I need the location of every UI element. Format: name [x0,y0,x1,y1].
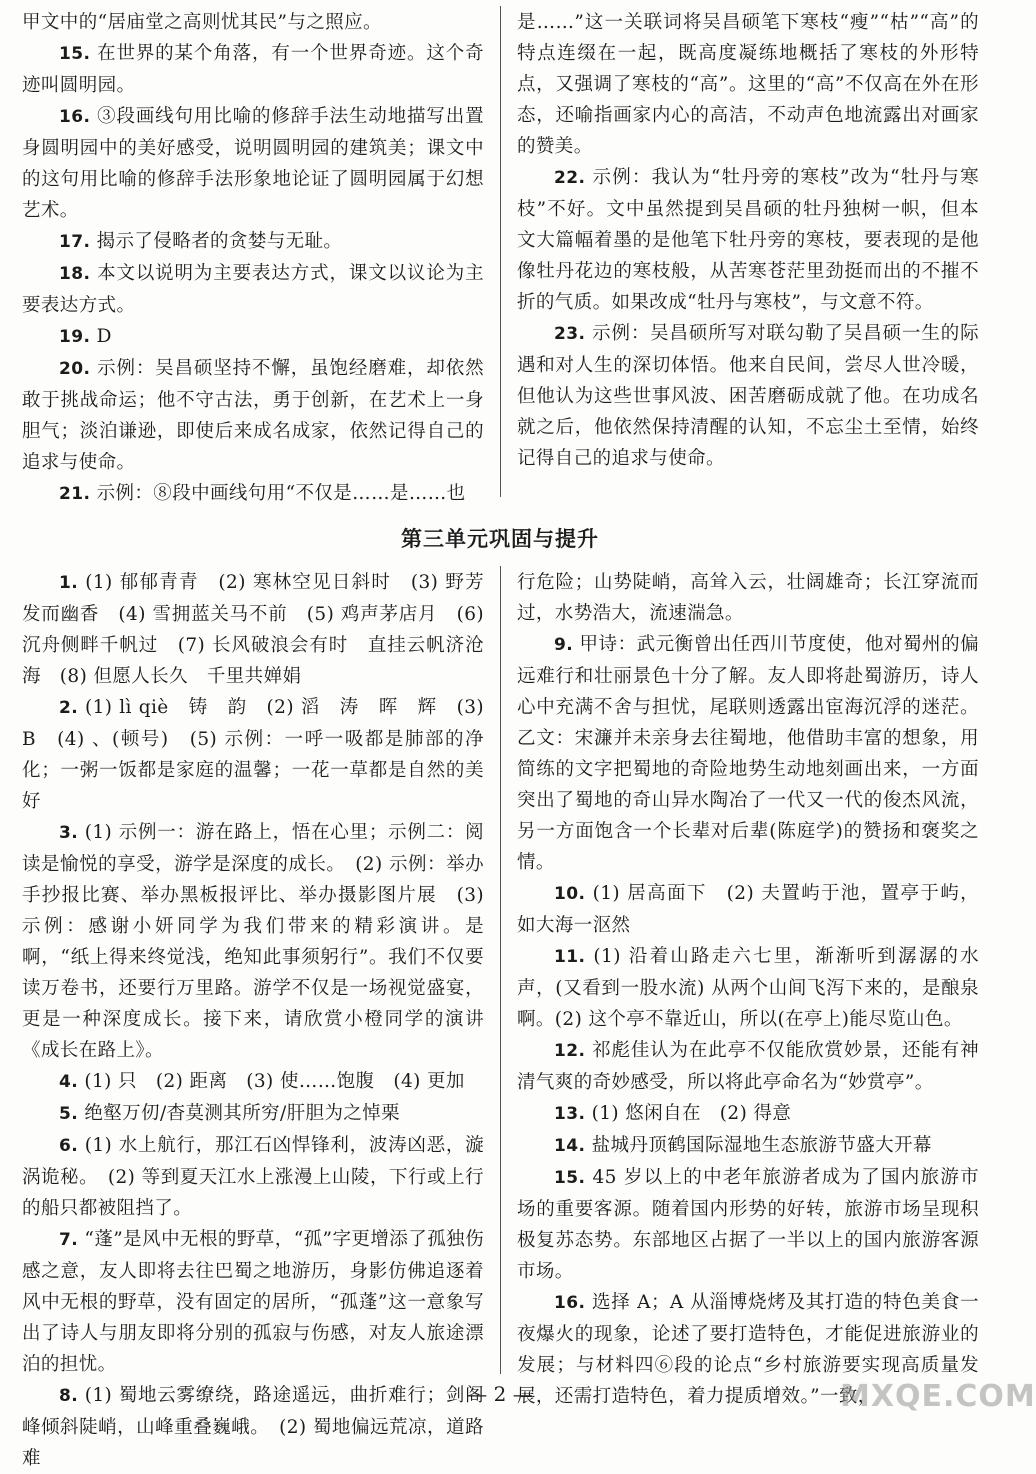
answer-number: 11. [554,947,586,967]
answer-number: 20. [59,359,91,379]
answer-item [517,1098,979,1130]
answer-item [22,692,484,817]
answer-number: 8. [59,1386,79,1406]
answer-number: 15. [59,44,91,64]
answer-text: 示例：我认为“牡丹旁的寒枝”改为“牡丹与寒枝”不好。文中虽然提到吴昌硕的牡丹独树一帜，但本文大篇幅着墨的是他笔下牡丹旁的寒枝，要表现的是他像牡丹花边的寒枝般，从苦寒苍茫里劲挺而出的不摧不折的气质。如果改成“牡丹与寒枝”，与文意不符。 [517,167,979,313]
column-divider-bottom [500,566,501,1374]
answer-number: 7. [59,1230,79,1250]
answer-text: 甲文中的“居庙堂之高则忧其民”与之照应。 [22,12,382,33]
top-right-column [517,7,979,474]
answer-item [22,1066,484,1098]
answer-text: 45 岁以上的中老年旅游者成为了国内旅游市场的重要客源。随着国内形势的好转，旅游市场呈现积极复苏态势。东部地区占据了一半以上的国内旅游客源市场。 [517,1167,979,1282]
answer-item [22,321,484,353]
answer-text: D [96,326,112,347]
answer-number: 17. [59,232,91,252]
answer-text: 示例：吴昌硕所写对联勾勒了吴昌硕一生的际遇和对人生的深切体悟。他来自民间，尝尽人世冷暖，但他认为这些世事风波、困苦磨砺成就了他。在功成名就之后，他依然保持清醒的认知，不忘尘土至情，始终记得自己的追求与使命。 [517,323,979,469]
answer-number: 1. [59,573,79,593]
answer-number: 3. [59,823,79,843]
page-number: — 2 — [467,1382,533,1406]
answer-text: (1) 示例一：游在路上，悟在心里；示例二：阅读是愉悦的享受，游学是深度的成长。 (2) 示例：举办手抄报比赛、举办黑板报评比、举办摄影图片展 (3) 示例：感谢小妍同学为我们带来的精彩演讲。是啊，“纸上得来终觉浅，绝知此事须躬行”。我们不仅要读万卷书，还要行万里路。游学不仅是一场视觉盛宴，更是一种深度成长。接下来，请欣赏小橙同学的演讲《成长在路上》。 [22,822,484,1061]
answer-number: 19. [59,327,91,347]
answer-number: 16. [554,1293,586,1313]
top-left-column [22,7,484,510]
answer-item [517,629,979,878]
answer-text: 在世界的某个角落，有一个世界奇迹。这个奇迹叫圆明园。 [22,43,484,96]
answer-item [517,941,979,1035]
bottom-right-column [517,567,979,1412]
answer-item [22,226,484,258]
answer-text: 本文以说明为主要表达方式，课文以议论为主要表达方式。 [22,263,484,316]
answer-number: 13. [554,1104,586,1124]
answer-text: 选择 A；A 从淄博烧烤及其打造的特色美食一夜爆火的现象，论述了要打造特色，才能促进旅游业的发展；与材料四⑥段的论点“乡村旅游要实现高质量发展，还需打造特色，着力提质增效。”一致， [517,1292,979,1407]
answer-item [517,318,979,474]
bottom-left-column [22,567,484,1474]
column-divider-top [500,6,501,497]
answer-number: 12. [554,1041,586,1061]
answer-item [517,1130,979,1162]
answer-number: 14. [554,1136,586,1156]
answer-text: (1) 居高面下 (2) 夫置屿于池，置亭于屿，如大海一沤然 [517,883,979,936]
answer-continuation [517,567,979,629]
answer-text: ③段画线句用比喻的修辞手法生动地描写出置身圆明园中的美好感受，说明圆明园的建筑美；课文中的这句用比喻的修辞手法形象地论证了圆明园属于幻想艺术。 [22,106,484,221]
answer-item [517,162,979,318]
answer-continuation [517,7,979,162]
answer-text: (1) 郁郁青青 (2) 寒林空见日斜时 (3) 野芳发而幽香 (4) 雪拥蓝关马不前 (5) 鸡声茅店月 (6) 沉舟侧畔千帆过 (7) 长风破浪会有时 直挂云帆济沧海 (8) 但愿人长久 千里共婵娟 [22,572,485,687]
answer-item [22,38,484,101]
answer-item [22,353,484,478]
answer-item [22,567,484,692]
answer-text: 行危险；山势陡峭，高耸入云，壮阔雄奇；长江穿流而过，水势浩大，流速湍急。 [517,572,979,624]
answer-text: 甲诗：武元衡曾出任西川节度使，他对蜀州的偏远难行和壮丽景色十分了解。友人即将赴蜀游历，诗人心中充满不舍与担忧，尾联则透露出宦海沉浮的迷茫。乙文：宋濂并未亲身去往蜀地，他借助丰富的想象，用简练的文字把蜀地的奇险地势生动地刻画出来，一方面突出了蜀地的奇山异水陶冶了一代又一代的俊杰风流，另一方面饱含一个长辈对后辈(陈庭学)的赞扬和褒奖之情。 [517,634,980,873]
answer-item [22,1130,484,1224]
watermark-logo: MXQE.COM [840,1379,1036,1414]
answer-item [22,1098,484,1130]
answer-item [22,817,484,1066]
answer-number: 2. [59,698,79,718]
answer-item [517,1035,979,1098]
answer-number: 21. [59,484,91,504]
answer-text: 示例：⑧段中画线句用“不仅是……是……也 [96,483,466,504]
answer-number: 23. [554,324,586,344]
answer-text: 揭示了侵略者的贪婪与无耻。 [96,231,343,252]
answer-text: 绝壑万仞/杳莫测其所穷/肝胆为之悼栗 [84,1103,401,1124]
answer-text: “蓬”是风中无根的野草，“孤”字更增添了孤独伤感之意，友人即将去往巴蜀之地游历，身影仿佛追逐着风中无根的野草，没有固定的居所，“孤蓬”这一意象写出了诗人与朋友即将分别的孤寂与伤感，对友人旅途漂泊的担忧。 [22,1229,484,1375]
answer-item [22,1224,484,1380]
answer-item [22,478,484,510]
answer-text: (1) 只 (2) 距离 (3) 使……饱腹 (4) 更加 [84,1071,465,1092]
answer-text: (1) 蜀地云雾缭绕，路途遥远，曲折难行；剑阁峰倾斜陡峭，山峰重叠巍峨。 (2) 蜀地偏远荒凉，道路难 [22,1385,484,1469]
answer-number: 18. [59,264,91,284]
answer-text: 祁彪佳认为在此亭不仅能欣赏妙景，还能有神清气爽的奇妙感受，所以将此亭命名为“妙赏亭”。 [517,1040,979,1093]
answer-text: 示例：吴昌硕坚持不懈，虽饱经磨难，却依然敢于挑战命运；他不守古法，勇于创新，在艺术上一身胆气；淡泊谦逊，即使后来成名成家，依然记得自己的追求与使命。 [22,358,484,473]
answer-number: 22. [554,168,586,188]
answer-item [22,101,484,226]
answer-text: 盐城丹顶鹤国际湿地生态旅游节盛大开幕 [591,1135,932,1156]
answer-number: 9. [554,635,574,655]
answer-number: 16. [59,107,91,127]
section-title: 第三单元巩固与提升 [401,527,599,551]
answer-number: 10. [554,884,586,904]
answer-item [517,878,979,941]
answer-continuation [22,7,484,38]
answer-text: (1) 悠闲自在 (2) 得意 [591,1103,792,1124]
answer-number: 5. [59,1104,79,1124]
answer-text: 是……”这一关联词将吴昌硕笔下寒枝“瘦”“枯”“高”的特点连缀在一起，既高度凝练地概括了寒枝的外形特点，又强调了寒枝的“高”。这里的“高”不仅高在外在形态，还喻指画家内心的高洁，不动声色地流露出对画家的赞美。 [517,12,979,157]
answer-number: 15. [554,1168,586,1188]
answer-number: 4. [59,1072,79,1092]
answer-text: (1) lì qiè 铸 韵 (2) 滔 涛 晖 辉 (3) B (4) 、(顿号) (5) 示例：一呼一吸都是肺部的净化；一粥一饭都是家庭的温馨；一花一草都是自然的美好 [22,697,484,812]
answer-item [517,1162,979,1287]
answer-text: (1) 沿着山路走六七里，渐渐听到潺潺的水声，(又看到一股水流) 从两个山间飞泻下来的，是酿泉啊。(2) 这个亭不靠近山，所以(在亭上)能尽览山色。 [517,946,980,1030]
answer-item [22,258,484,321]
answer-number: 6. [59,1136,79,1156]
answer-text: (1) 水上航行，那江石凶悍锋利，波涛凶恶，漩涡诡秘。 (2) 等到夏天江水上涨漫上山陵，下行或上行的船只都被阻挡了。 [22,1135,484,1219]
